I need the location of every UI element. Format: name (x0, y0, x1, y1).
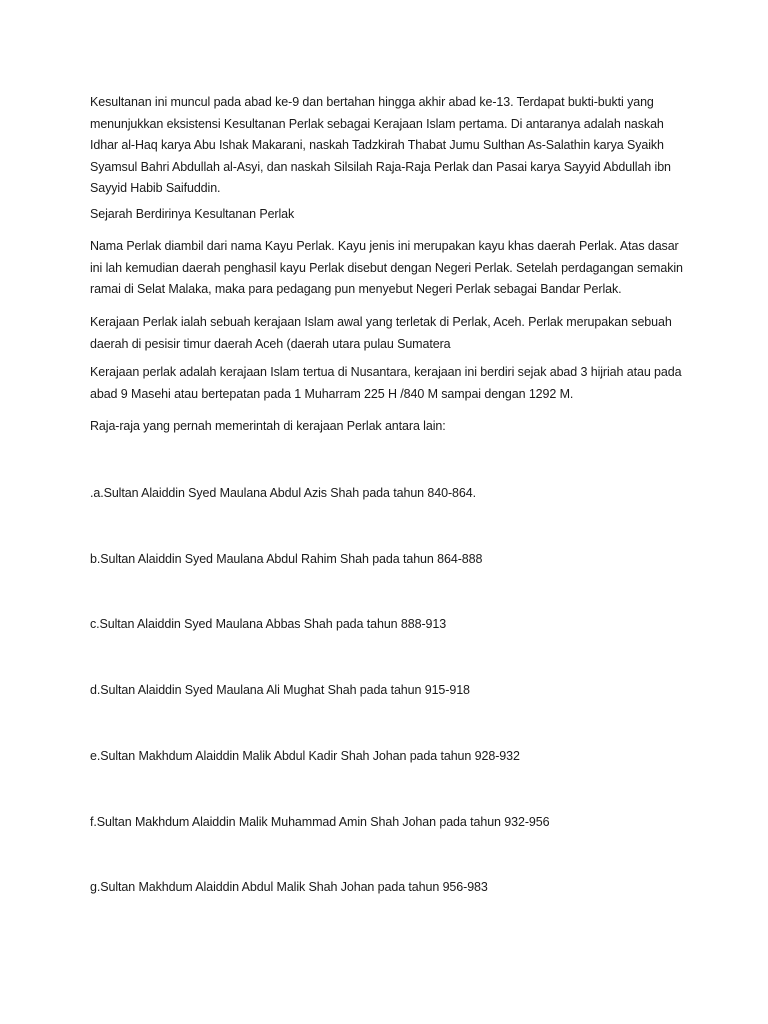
paragraph-founding: Kerajaan perlak adalah kerajaan Islam tertua di Nusantara, kerajaan ini berdiri sejak abad 3 hijriah atau pada abad 9 Masehi atau bertepatan pada 1 Muharram 225 H /840 M sampai dengan 1292 M. (90, 365, 682, 401)
list-item: e.Sultan Makhdum Alaiddin Malik Abdul Kadir Shah Johan pada tahun 928-932 (90, 749, 520, 763)
section-heading: Sejarah Berdirinya Kesultanan Perlak (90, 207, 295, 221)
paragraph-location: Kerajaan Perlak ialah sebuah kerajaan Islam awal yang terletak di Perlak, Aceh. Perlak merupakan sebuah daerah di pesisir timur daerah Aceh (daerah utara pulau Sumatera (90, 315, 672, 351)
list-item: d.Sultan Alaiddin Syed Maulana Ali Mughat Shah pada tahun 915-918 (90, 683, 470, 697)
paragraph-intro: Kesultanan ini muncul pada abad ke-9 dan bertahan hingga akhir abad ke-13. Terdapat bukti-bukti yang menunjukkan eksistensi Kesultanan Perlak sebagai Kerajaan Islam pertama. Di antaranya adalah naskah Idhar al-Haq karya Abu Ishak Makarani, naskah Tadzkirah Thabat Jumu Sulthan As-Salathin karya Syaikh Syamsul Bahri Abdullah al-Asyi, dan naskah Silsilah Raja-Raja Perlak dan Pasai karya Sayyid Abdullah ibn Sayyid Habib Saifuddin. (90, 95, 671, 195)
document-page (90, 0, 690, 1024)
list-item: f.Sultan Makhdum Alaiddin Malik Muhammad Amin Shah Johan pada tahun 932-956 (90, 815, 550, 829)
list-item: g.Sultan Makhdum Alaiddin Abdul Malik Shah Johan pada tahun 956-983 (90, 880, 488, 894)
list-item: .a.Sultan Alaiddin Syed Maulana Abdul Azis Shah pada tahun 840-864. (90, 486, 476, 500)
list-item: c.Sultan Alaiddin Syed Maulana Abbas Shah pada tahun 888-913 (90, 617, 447, 631)
list-item: b.Sultan Alaiddin Syed Maulana Abdul Rahim Shah pada tahun 864-888 (90, 552, 483, 566)
paragraph-name-origin: Nama Perlak diambil dari nama Kayu Perlak. Kayu jenis ini merupakan kayu khas daerah Perlak. Atas dasar ini lah kemudian daerah penghasil kayu Perlak disebut dengan Negeri Perlak. Setelah perdagangan semakin ramai di Selat Malaka, maka para pedagang pun menyebut Negeri Perlak sebagai Bandar Perlak. (90, 239, 683, 296)
paragraph-rulers-intro: Raja-raja yang pernah memerintah di kerajaan Perlak antara lain: (90, 419, 446, 433)
